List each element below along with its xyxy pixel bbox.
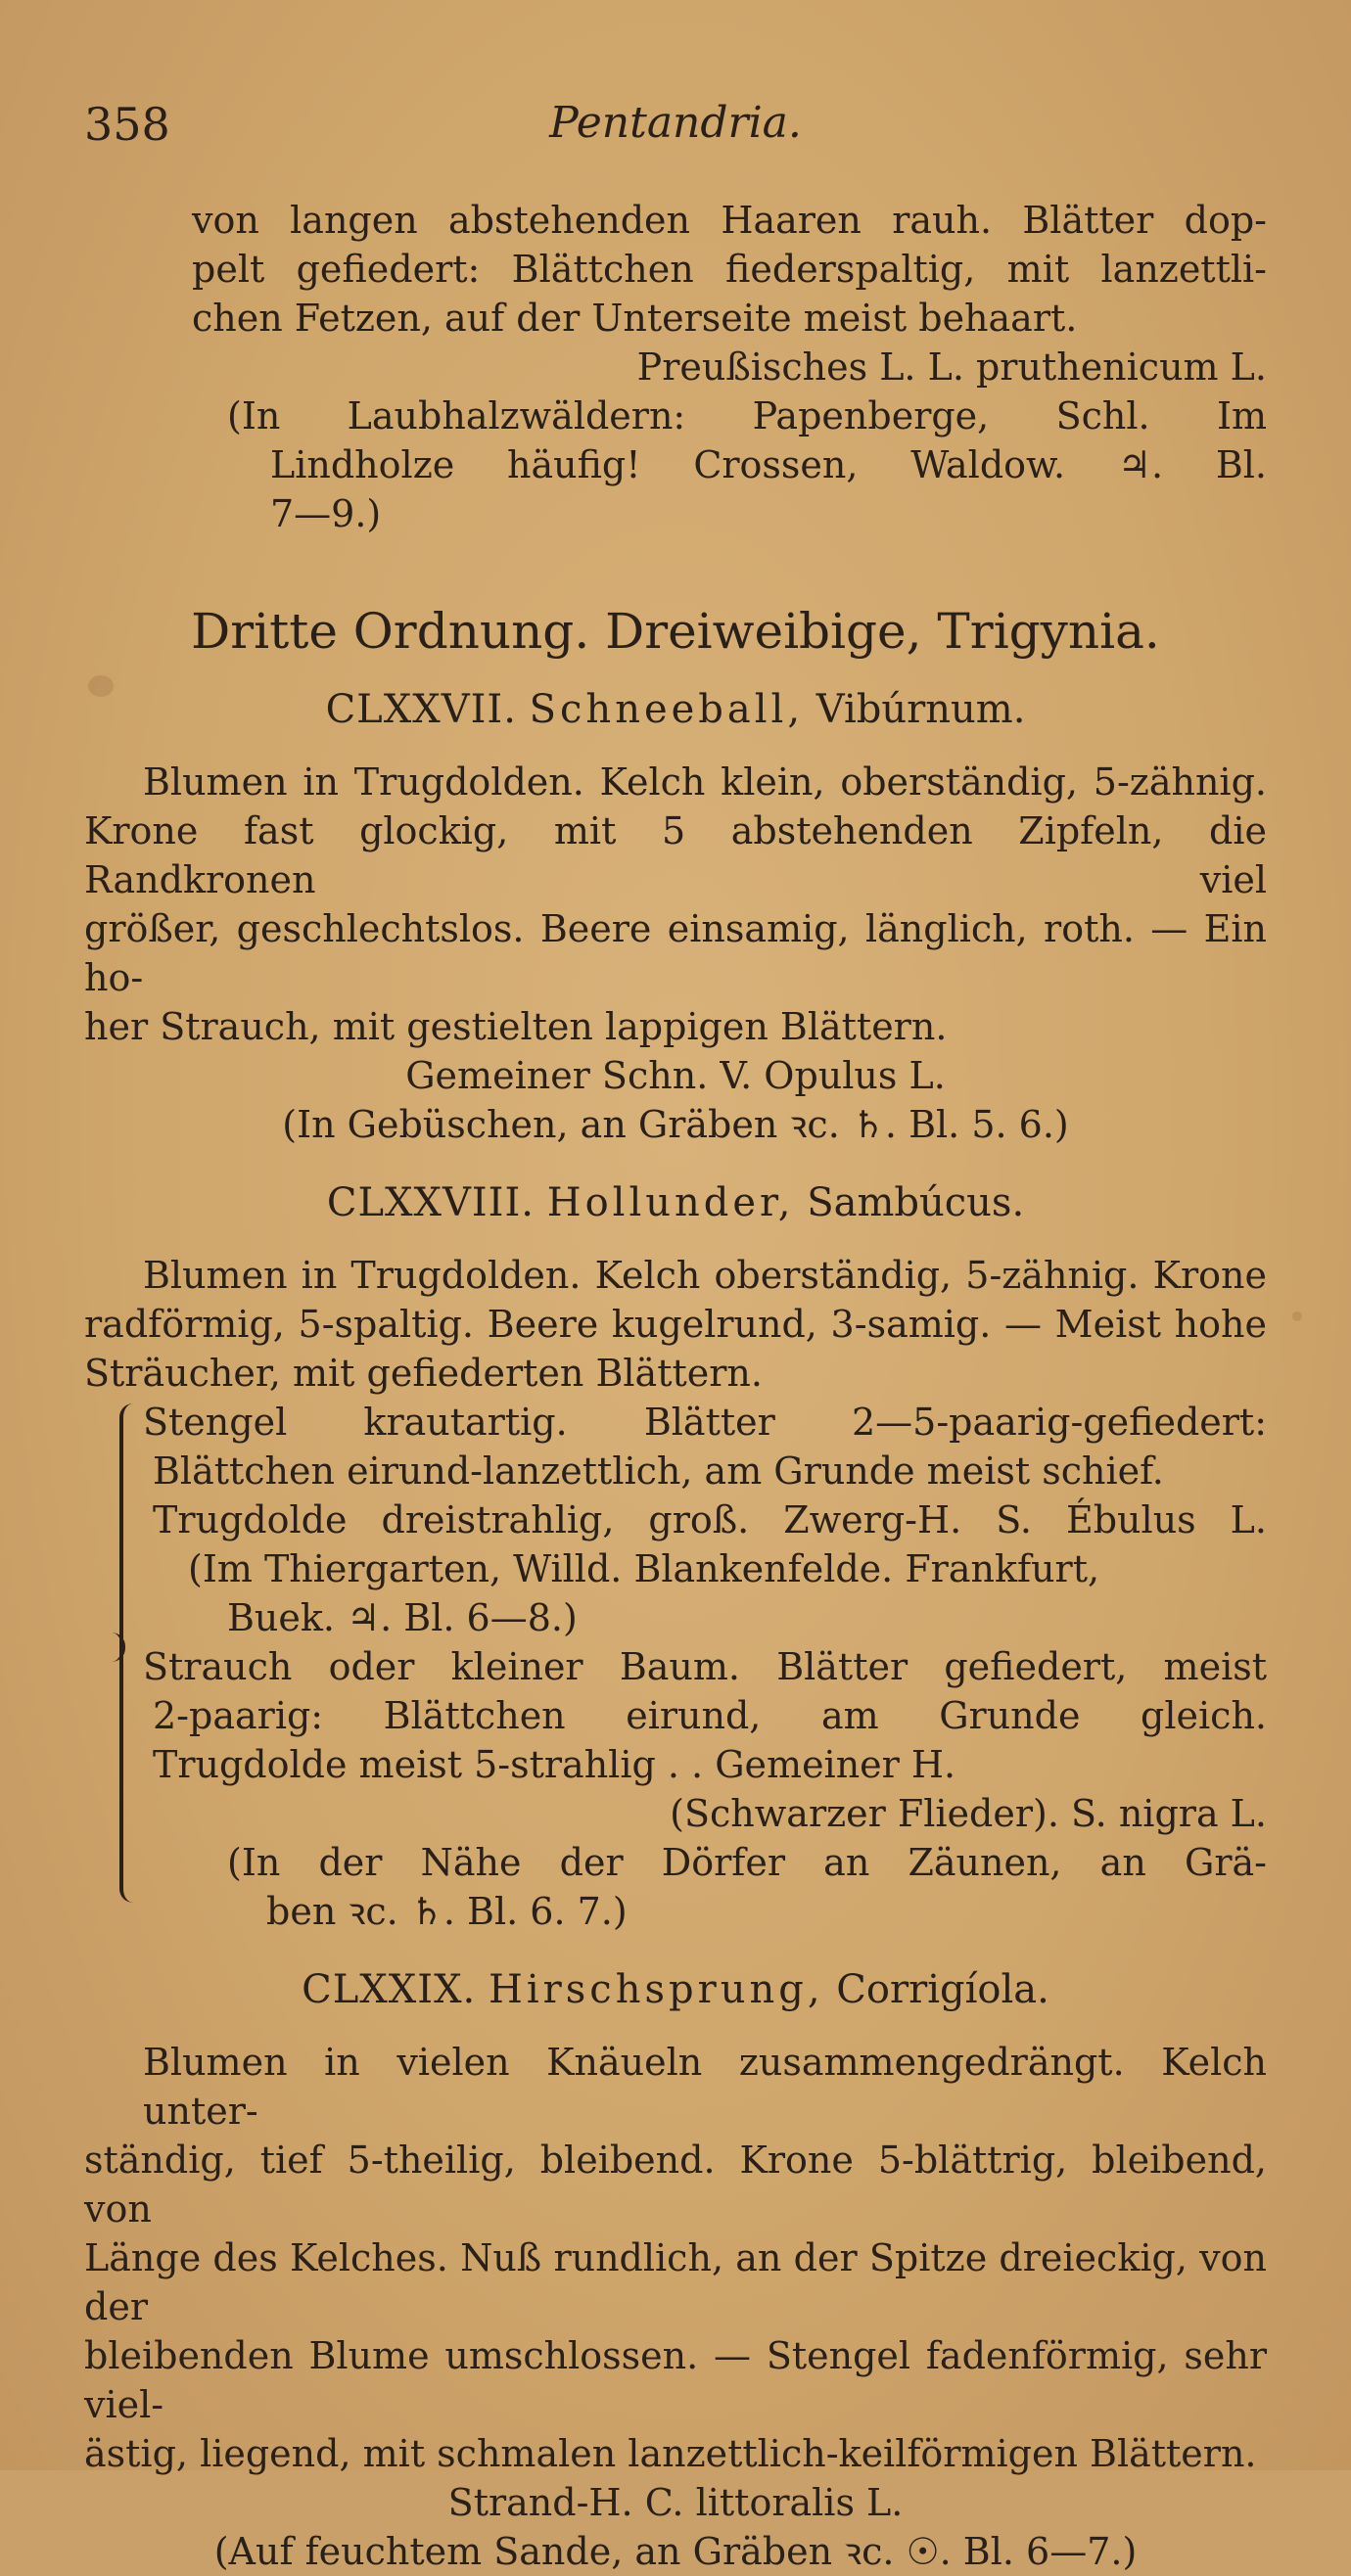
desc-line: Sträucher, mit gefiederten Blättern. bbox=[84, 1352, 763, 1395]
genus-numeral: CLXXIX. bbox=[302, 1967, 477, 2012]
paper-stain bbox=[1292, 1311, 1302, 1321]
page-body bbox=[84, 196, 1267, 2576]
text-line: pelt gefiedert: Blättchen fiederspaltig, mit lanzettli- bbox=[192, 248, 1267, 291]
species-line: Strand-H. C. littoralis L. bbox=[447, 2481, 904, 2524]
species-key bbox=[84, 1398, 1267, 1936]
desc-line: ständig, tief 5-theilig, bleibend. Krone 5-blättrig, bleibend, von bbox=[84, 2139, 1267, 2231]
desc-line: Krone fast glockig, mit 5 abstehenden Zipfeln, die Randkronen viel bbox=[84, 809, 1267, 901]
genus-numeral: CLXXVIII. bbox=[326, 1180, 535, 1225]
habitat-line: (Auf feuchtem Sande, an Gräben ꝛc. ☉. Bl. 6—7.) bbox=[213, 2530, 1138, 2573]
genus-latin: Sambúcus. bbox=[807, 1180, 1025, 1225]
desc-line: größer, geschlechtslos. Beere einsamig, länglich, roth. — Ein ho- bbox=[84, 907, 1267, 999]
habitat-line: 7—9.) bbox=[270, 492, 382, 535]
desc-line: ästig, liegend, mit schmalen lanzettlich-keilförmigen Blättern. bbox=[84, 2432, 1257, 2475]
habitat-line: Lindholze häufig! Crossen, Waldow. ♃. Bl. bbox=[270, 443, 1267, 486]
desc-line: Blumen in Trugdolden. Kelch klein, oberständig, 5-zähnig. bbox=[143, 760, 1267, 804]
genus-latin: Vibúrnum. bbox=[815, 687, 1026, 732]
habitat-line: (In Gebüschen, an Gräben ꝛc. ♄. Bl. 5. 6.) bbox=[282, 1103, 1069, 1146]
page-header bbox=[84, 98, 1267, 157]
text-line: von langen abstehenden Haaren rauh. Blätter dop- bbox=[192, 199, 1267, 242]
desc-line: Blumen in Trugdolden. Kelch oberständig, 5-zähnig. Krone bbox=[143, 1254, 1267, 1297]
desc-line: bleibenden Blume umschlossen. — Stengel fadenförmig, sehr viel- bbox=[84, 2334, 1267, 2426]
habitat-line: (In Laubhalzwäldern: Papenberge, Schl. Im bbox=[227, 394, 1267, 437]
genus-latin: Corrigíola. bbox=[836, 1967, 1049, 2012]
genus-name: Hirschsprung, bbox=[488, 1967, 824, 2012]
key-line: (Im Thiergarten, Willd. Blankenfelde. Frankfurt, bbox=[188, 1547, 1100, 1590]
desc-line: her Strauch, mit gestielten lappigen Blättern. bbox=[84, 1005, 948, 1048]
key-line: Trugdolde dreistrahlig, groß. Zwerg-H. S. Ébulus L. bbox=[153, 1498, 1267, 1541]
genus-heading bbox=[84, 1965, 1267, 2014]
species-line: Preußisches L. L. pruthenicum L. bbox=[636, 345, 1267, 389]
genus-heading bbox=[84, 1178, 1267, 1227]
key-line: (In der Nähe der Dörfer an Zäunen, an Grä- bbox=[227, 1841, 1267, 1884]
key-line: Trugdolde meist 5-strahlig . . Gemeiner H. bbox=[153, 1743, 956, 1786]
key-line: Blättchen eirund-lanzettlich, am Grunde meist schief. bbox=[153, 1449, 1164, 1493]
key-line: Buek. ♃. Bl. 6—8.) bbox=[227, 1596, 578, 1639]
genus-numeral: CLXXVII. bbox=[325, 687, 517, 732]
key-line: Stengel krautartig. Blätter 2—5-paarig-gefiedert: bbox=[143, 1401, 1267, 1444]
genus-name: Schneeball, bbox=[529, 687, 805, 732]
key-line: ben ꝛc. ♄. Bl. 6. 7.) bbox=[266, 1890, 628, 1933]
desc-line: radförmig, 5-spaltig. Beere kugelrund, 3-samig. — Meist hohe bbox=[84, 1303, 1267, 1346]
page-number: 358 bbox=[84, 98, 170, 151]
text-line: chen Fetzen, auf der Unterseite meist behaart. bbox=[192, 297, 1078, 340]
order-heading: Dritte Ordnung. Dreiweibige, Trigynia. bbox=[191, 603, 1160, 660]
key-line: 2-paarig: Blättchen eirund, am Grunde gleich. bbox=[153, 1694, 1267, 1737]
species-line: Gemeiner Schn. V. Opulus L. bbox=[405, 1054, 946, 1097]
desc-line: Blumen in vielen Knäueln zusammengedrängt. Kelch unter- bbox=[143, 2041, 1267, 2133]
desc-line: Länge des Kelches. Nuß rundlich, an der Spitze dreieckig, von der bbox=[84, 2236, 1267, 2328]
key-line: Strauch oder kleiner Baum. Blätter gefiedert, meist bbox=[143, 1645, 1267, 1688]
genus-name: Hollunder, bbox=[546, 1180, 795, 1225]
running-title: Pentandria. bbox=[549, 98, 802, 148]
key-line: (Schwarzer Flieder). S. nigra L. bbox=[670, 1792, 1267, 1835]
genus-heading bbox=[84, 685, 1267, 734]
